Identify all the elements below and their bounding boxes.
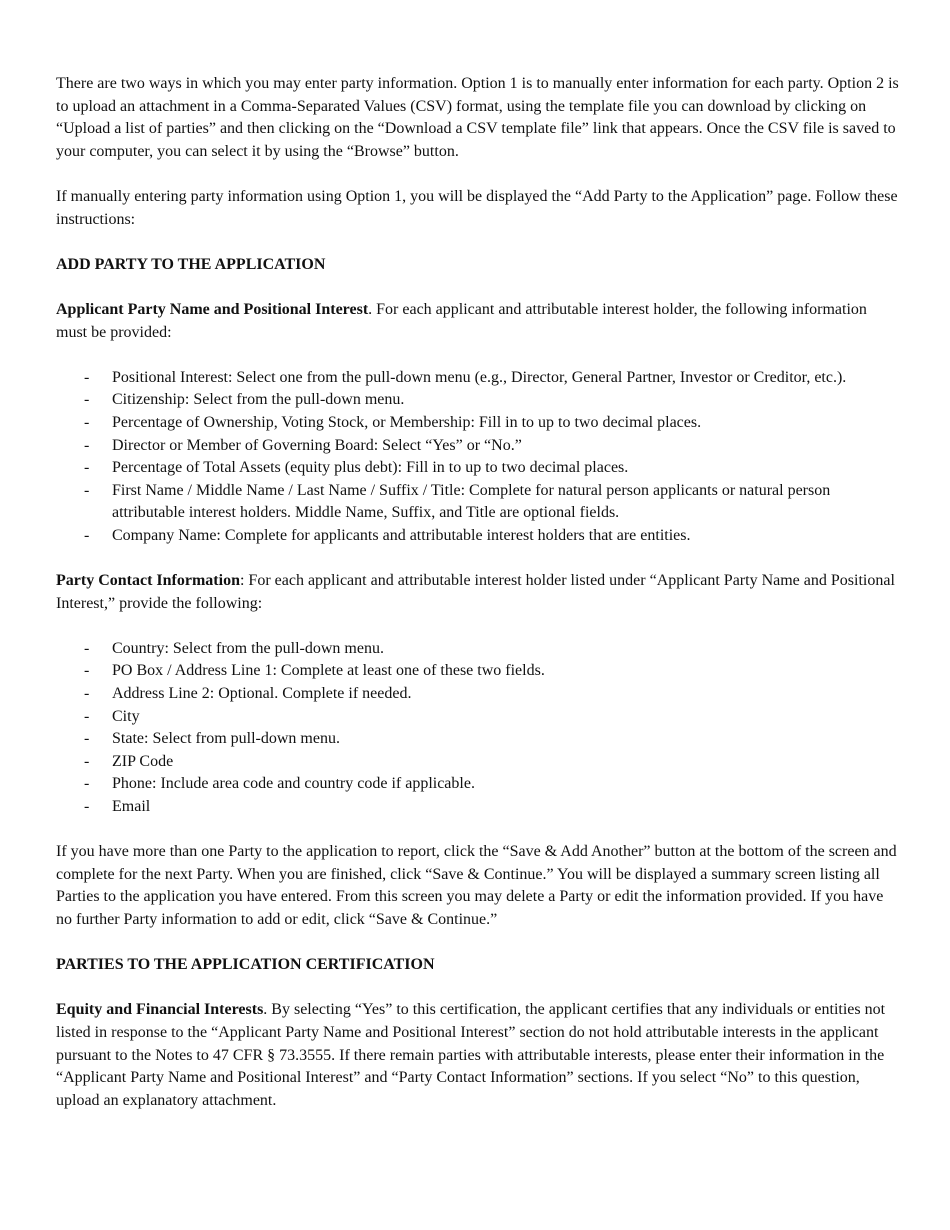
list-item-text: Director or Member of Governing Board: Select “Yes” or “No.”	[112, 436, 522, 454]
equity-interests-text: . By selecting “Yes” to this certification, the applicant certifies that any individuals or entities not listed in response to the “Applicant Party Name and Positional Interest” section do not hold attributable interests in the applicant pursuant to the Notes to 47 CFR § 73.3555. If there remain parties with attributable interests, please enter their information in the “Applicant Party Name and Positional Interest” and “Party Contact Information” sections. If you select “No” to this question, upload an explanatory attachment.	[56, 1001, 886, 1109]
list-item	[56, 435, 901, 458]
dash-bullet: -	[84, 481, 90, 499]
applicant-party-paragraph	[56, 299, 901, 344]
dash-bullet: -	[84, 368, 90, 386]
intro-paragraph-manual-entry: If manually entering party information using Option 1, you will be displayed the “Add Party to the Application” page. Follow these instructions:	[56, 187, 898, 228]
list-item	[56, 728, 901, 751]
dash-bullet: -	[84, 798, 90, 815]
section-heading-certification: PARTIES TO THE APPLICATION CERTIFICATION	[56, 956, 435, 974]
list-item-text: PO Box / Address Line 1: Complete at least one of these two fields.	[112, 662, 545, 680]
equity-interests-lead: Equity and Financial Interests	[56, 1001, 264, 1019]
list-item	[56, 457, 901, 480]
list-item-text: ZIP Code	[112, 752, 174, 770]
dash-bullet: -	[84, 775, 90, 793]
dash-bullet: -	[84, 436, 90, 454]
list-item-text: Phone: Include area code and country code if applicable.	[112, 775, 475, 793]
intro-paragraph-options: There are two ways in which you may enter party information. Option 1 is to manually enter information for each party. Option 2 is to upload an attachment in a Comma-Separated Values (CSV) format, using the template file you can download by clicking on “Upload a list of parties” and then clicking on the “Download a CSV template file” link that appears. Once the CSV file is saved to your computer, you can select it by using the “Browse” button.	[56, 75, 899, 160]
dash-bullet: -	[84, 662, 90, 680]
applicant-party-text: . For each applicant and attributable interest holder, the following information must be provided:	[56, 300, 867, 341]
dash-bullet: -	[84, 639, 90, 657]
list-item-text: Country: Select from the pull-down menu.	[112, 639, 384, 657]
dash-bullet: -	[84, 685, 90, 703]
dash-bullet: -	[84, 413, 90, 431]
list-item	[56, 412, 901, 435]
list-item-text: Email	[112, 798, 151, 815]
list-item-text: Percentage of Total Assets (equity plus debt): Fill in to up to two decimal places.	[112, 459, 629, 477]
dash-bullet: -	[84, 391, 90, 409]
equity-interests-paragraph	[56, 999, 901, 1112]
list-item-text: City	[112, 707, 140, 725]
list-item-text: Positional Interest: Select one from the pull-down menu (e.g., Director, General Partner, Investor or Creditor, etc.).	[112, 368, 847, 386]
document-page	[56, 73, 901, 1135]
save-instructions-paragraph: If you have more than one Party to the application to report, click the “Save & Add Another” button at the bottom of the screen and complete for the next Party. When you are finished, click “Save & Continue.” You will be displayed a summary screen listing all Parties to the application you have entered. From this screen you may delete a Party or edit the information provided. If you have no further Party information to add or edit, click “Save & Continue.”	[56, 843, 897, 928]
party-contact-lead: Party Contact Information	[56, 572, 240, 590]
list-item	[56, 367, 901, 390]
list-item	[56, 773, 901, 796]
dash-bullet: -	[84, 526, 90, 544]
section-heading-add-party: ADD PARTY TO THE APPLICATION	[56, 255, 326, 273]
list-item	[56, 751, 901, 774]
list-item-text: Address Line 2: Optional. Complete if needed.	[112, 685, 412, 703]
dash-bullet: -	[84, 459, 90, 477]
list-item	[56, 480, 901, 525]
dash-bullet: -	[84, 707, 90, 725]
applicant-party-fields-list	[56, 367, 901, 548]
dash-bullet: -	[84, 752, 90, 770]
list-item	[56, 638, 901, 661]
list-item-text: State: Select from pull-down menu.	[112, 730, 340, 748]
list-item	[56, 660, 901, 683]
party-contact-paragraph	[56, 570, 901, 615]
list-item	[56, 706, 901, 729]
list-item	[56, 525, 901, 548]
list-item-text: Citizenship: Select from the pull-down menu.	[112, 391, 405, 409]
list-item	[56, 796, 901, 819]
list-item-text: First Name / Middle Name / Last Name / Suffix / Title: Complete for natural person applicants or natural person attributable interest holders. Middle Name, Suffix, and Title are optional fields.	[112, 481, 831, 522]
applicant-party-lead: Applicant Party Name and Positional Interest	[56, 300, 369, 318]
dash-bullet: -	[84, 730, 90, 748]
party-contact-text: : For each applicant and attributable interest holder listed under “Applicant Party Name and Positional Interest,” provide the following:	[56, 572, 895, 612]
list-item-text: Percentage of Ownership, Voting Stock, or Membership: Fill in to up to two decimal places.	[112, 413, 702, 431]
list-item	[56, 683, 901, 706]
list-item-text: Company Name: Complete for applicants and attributable interest holders that are entities.	[112, 526, 691, 544]
party-contact-fields-list	[56, 638, 901, 819]
list-item	[56, 389, 901, 412]
